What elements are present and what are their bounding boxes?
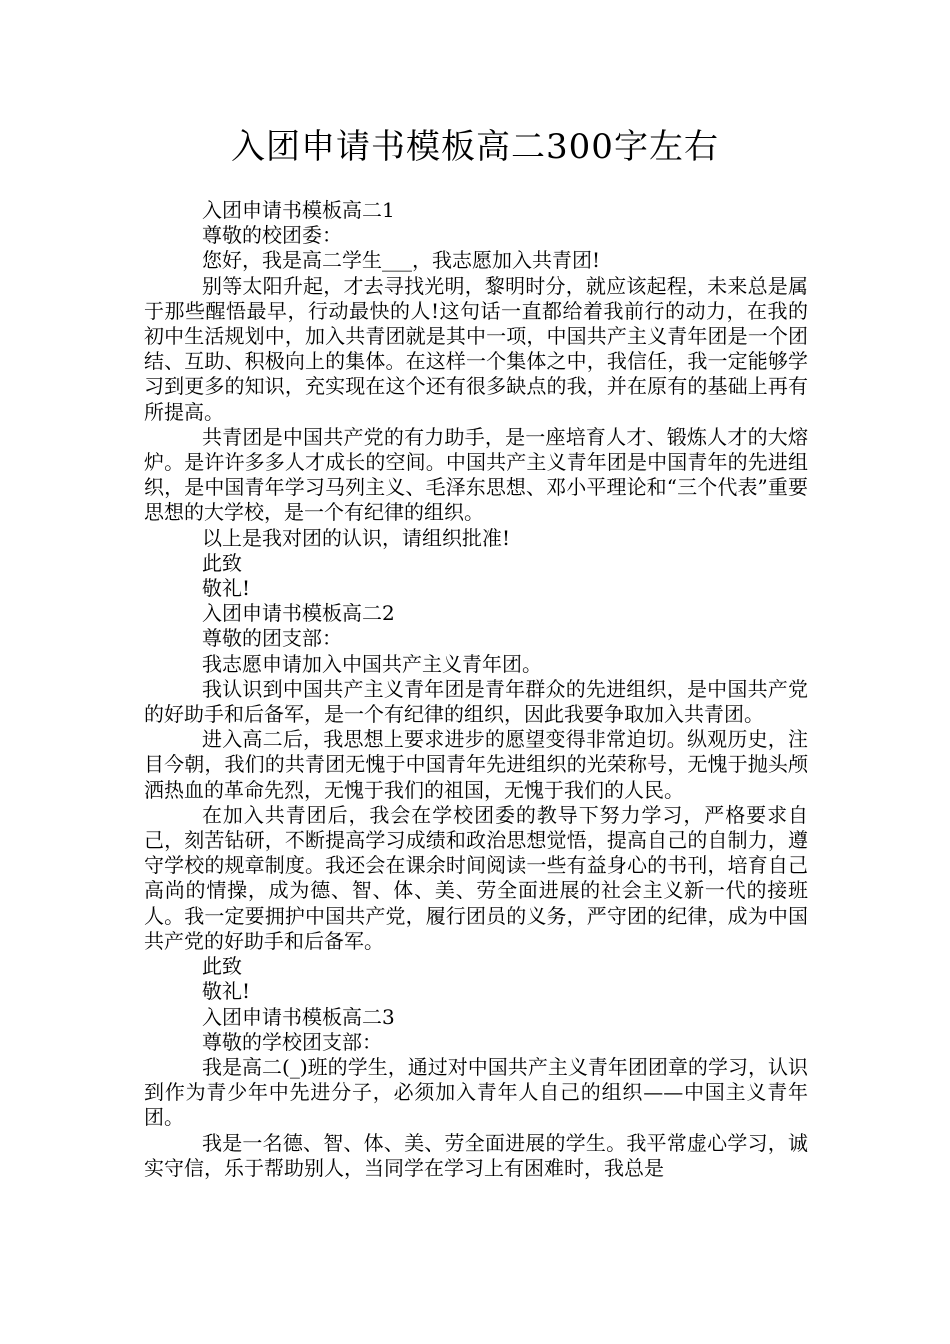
paragraph: 我是高二(_)班的学生，通过对中国共产主义青年团团章的学习，认识到作为青少年中先进分子，必须加入青年人自己的组织——中国主义青年团。 xyxy=(144,1054,808,1130)
paragraph: 共青团是中国共产党的有力助手，是一座培育人才、锻炼人才的大熔炉。是许许多多人才成长的空间。中国共产主义青年团是中国青年的先进组织，是中国青年学习马列主义、毛泽东思想、邓小平理论和“三个代表”重要思想的大学校，是一个有纪律的组织。 xyxy=(144,424,808,525)
paragraph: 您好，我是高二学生___，我志愿加入共青团! xyxy=(202,248,601,273)
document-title: 入团申请书模板高二300字左右 xyxy=(231,127,719,167)
paragraph: 入团申请书模板高二1 xyxy=(202,198,395,222)
paragraph: 敬礼! xyxy=(202,576,251,601)
paragraph: 入团申请书模板高二2 xyxy=(202,601,395,626)
paragraph: 别等太阳升起，才去寻找光明，黎明时分，就应该起程，未来总是属于那些醒悟最早，行动最快的人!这句话一直都给着我前行的动力，在我的初中生活规划中，加入共青团就是其中一项，中国共产主义青年团是一个团结、互助、积极向上的集体。在这样一个集体之中，我信任，我一定能够学习到更多的知识，充实现在这个还有很多缺点的我，并在原有的基础上再有所提高。 xyxy=(144,273,808,424)
paragraph: 在加入共青团后，我会在学校团委的教导下努力学习，严格要求自己，刻苦钻研，不断提高学习成绩和政治思想觉悟，提高自己的自制力，遵守学校的规章制度。我还会在课余时间阅读一些有益身心的书刊，培育自己高尚的情操，成为德、智、体、美、劳全面进展的社会主义新一代的接班人。我一定要拥护中国共产党，履行团员的义务，严守团的纪律，成为中国共产党的好助手和后备军。 xyxy=(144,802,808,953)
paragraph: 我是一名德、智、体、美、劳全面进展的学生。我平常虚心学习，诚实守信，乐于帮助别人，当同学在学习上有困难时，我总是 xyxy=(144,1130,808,1180)
paragraph: 尊敬的校团委： xyxy=(202,223,342,248)
paragraph: 进入高二后，我思想上要求进步的愿望变得非常迫切。纵观历史，注目今朝，我们的共青团无愧于中国青年先进组织的光荣称号，无愧于抛头颅洒热血的革命先烈，无愧于我们的祖国，无愧于我们的人民。 xyxy=(144,727,808,802)
paragraph: 入团申请书模板高二3 xyxy=(202,1004,395,1029)
paragraph: 此致 xyxy=(202,550,242,575)
paragraph: 以上是我对团的认识，请组织批准! xyxy=(202,525,511,550)
paragraph: 敬礼! xyxy=(202,979,251,1004)
paragraph: 尊敬的团支部： xyxy=(202,626,342,651)
paragraph: 我志愿申请加入中国共产主义青年团。 xyxy=(202,651,542,676)
paragraph: 我认识到中国共产主义青年团是青年群众的先进组织，是中国共产党的好助手和后备军，是一个有纪律的组织，因此我要争取加入共青团。 xyxy=(144,676,808,727)
document-body xyxy=(144,198,808,1181)
paragraph: 此致 xyxy=(202,954,242,979)
paragraph: 尊敬的学校团支部： xyxy=(202,1029,382,1054)
